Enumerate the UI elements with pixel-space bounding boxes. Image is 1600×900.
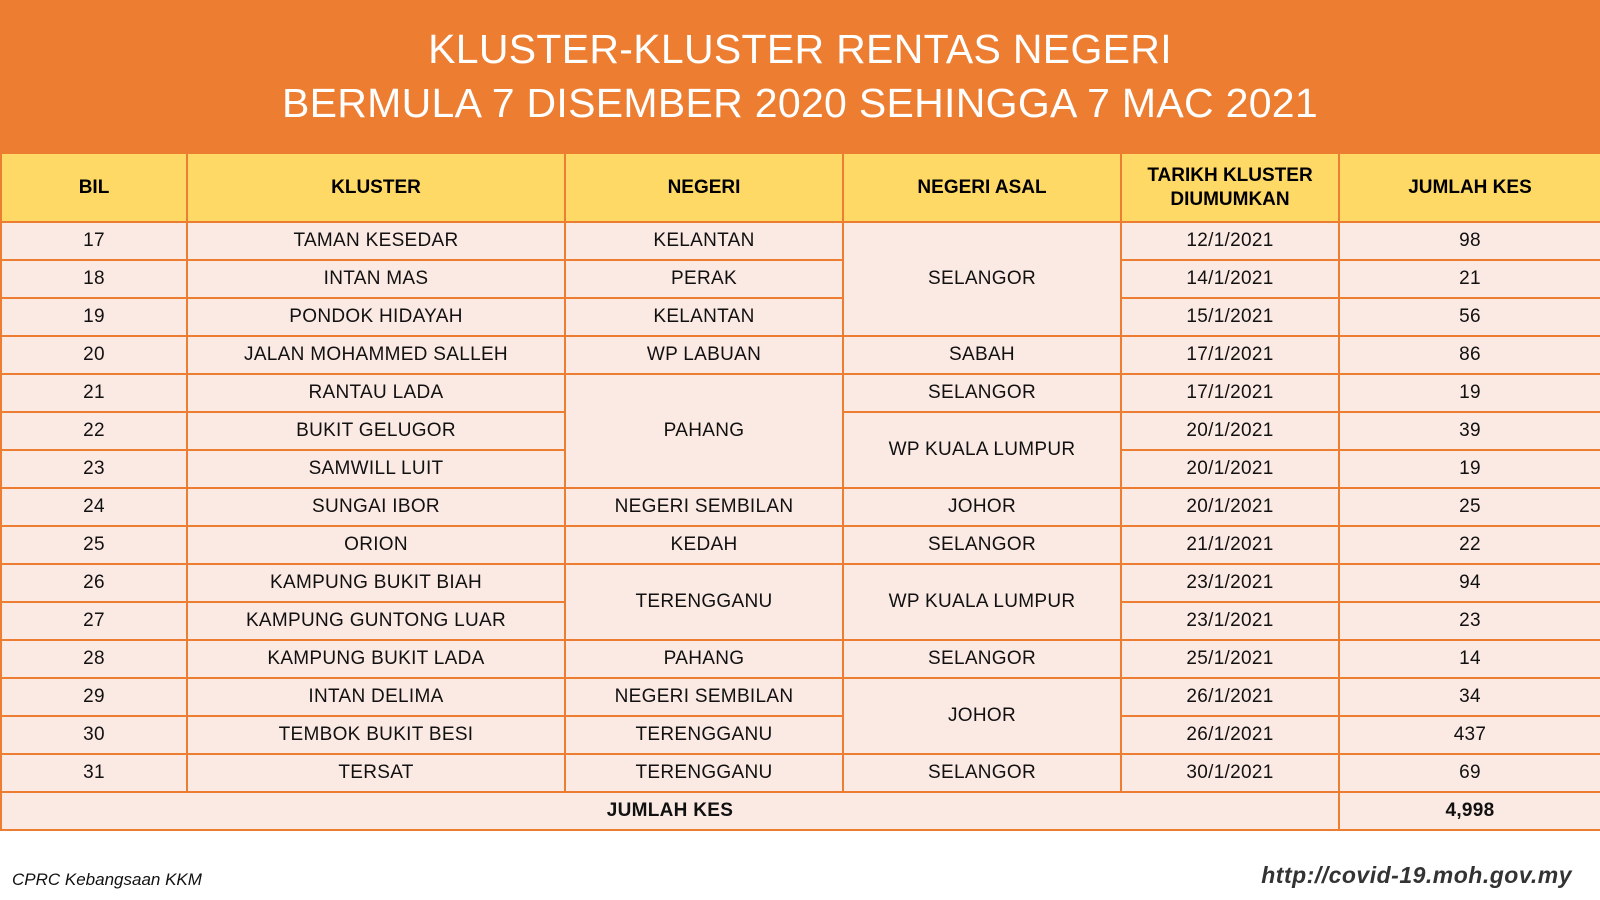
cell-jumlah: 22 (1339, 526, 1600, 564)
table-row (1, 298, 1600, 336)
cell-kluster: PONDOK HIDAYAH (187, 298, 565, 336)
cell-bil: 27 (1, 602, 187, 640)
cell-kluster: KAMPUNG BUKIT LADA (187, 640, 565, 678)
cell-jumlah: 94 (1339, 564, 1600, 602)
cell-bil: 30 (1, 716, 187, 754)
cell-tarikh: 23/1/2021 (1121, 602, 1339, 640)
table-row (1, 488, 1600, 526)
total-label: JUMLAH KES (1, 792, 1339, 830)
cell-negeri: PAHANG (565, 640, 843, 678)
table-row (1, 526, 1600, 564)
header-jumlah: JUMLAH KES (1339, 153, 1600, 222)
cell-kluster: INTAN DELIMA (187, 678, 565, 716)
cell-jumlah: 56 (1339, 298, 1600, 336)
cell-bil: 28 (1, 640, 187, 678)
cell-negeri-asal: JOHOR (843, 488, 1121, 526)
header-tarikh-line1: TARIKH KLUSTER (1147, 164, 1313, 186)
cell-jumlah: 21 (1339, 260, 1600, 298)
cell-negeri-asal: JOHOR (843, 678, 1121, 754)
cell-bil: 29 (1, 678, 187, 716)
cell-jumlah: 23 (1339, 602, 1600, 640)
cell-tarikh: 20/1/2021 (1121, 412, 1339, 450)
cell-bil: 31 (1, 754, 187, 792)
cell-jumlah: 69 (1339, 754, 1600, 792)
cell-kluster: TERSAT (187, 754, 565, 792)
table-row (1, 222, 1600, 260)
cell-tarikh: 21/1/2021 (1121, 526, 1339, 564)
cell-bil: 26 (1, 564, 187, 602)
cell-kluster: BUKIT GELUGOR (187, 412, 565, 450)
header-negeri: NEGERI (565, 153, 843, 222)
cell-jumlah: 98 (1339, 222, 1600, 260)
cell-tarikh: 20/1/2021 (1121, 488, 1339, 526)
cell-tarikh: 30/1/2021 (1121, 754, 1339, 792)
cell-negeri: PERAK (565, 260, 843, 298)
cell-kluster: RANTAU LADA (187, 374, 565, 412)
cell-tarikh: 17/1/2021 (1121, 374, 1339, 412)
cell-tarikh: 12/1/2021 (1121, 222, 1339, 260)
cell-negeri: KELANTAN (565, 222, 843, 260)
total-value: 4,998 (1339, 792, 1600, 830)
cell-negeri: WP LABUAN (565, 336, 843, 374)
cell-bil: 18 (1, 260, 187, 298)
cell-kluster: TAMAN KESEDAR (187, 222, 565, 260)
cell-jumlah: 25 (1339, 488, 1600, 526)
cell-negeri: KEDAH (565, 526, 843, 564)
cell-bil: 17 (1, 222, 187, 260)
cell-negeri-asal: SABAH (843, 336, 1121, 374)
cell-kluster: SAMWILL LUIT (187, 450, 565, 488)
table-row (1, 640, 1600, 678)
cell-bil: 19 (1, 298, 187, 336)
cell-tarikh: 23/1/2021 (1121, 564, 1339, 602)
cell-kluster: TEMBOK BUKIT BESI (187, 716, 565, 754)
cell-negeri-asal: SELANGOR (843, 374, 1121, 412)
source-url: http://covid-19.moh.gov.my (1261, 862, 1572, 888)
cell-bil: 24 (1, 488, 187, 526)
cell-jumlah: 14 (1339, 640, 1600, 678)
cell-bil: 23 (1, 450, 187, 488)
cell-negeri-asal: WP KUALA LUMPUR (843, 412, 1121, 488)
cell-kluster: SUNGAI IBOR (187, 488, 565, 526)
cell-jumlah: 86 (1339, 336, 1600, 374)
table-row (1, 374, 1600, 412)
cell-kluster: KAMPUNG BUKIT BIAH (187, 564, 565, 602)
cell-tarikh: 17/1/2021 (1121, 336, 1339, 374)
cell-jumlah: 39 (1339, 412, 1600, 450)
cell-tarikh: 15/1/2021 (1121, 298, 1339, 336)
table-row (1, 336, 1600, 374)
cell-bil: 22 (1, 412, 187, 450)
cluster-table (0, 152, 1600, 831)
cell-tarikh: 26/1/2021 (1121, 716, 1339, 754)
cell-kluster: INTAN MAS (187, 260, 565, 298)
cell-jumlah: 34 (1339, 678, 1600, 716)
table-row (1, 716, 1600, 754)
cell-tarikh: 25/1/2021 (1121, 640, 1339, 678)
cell-kluster: JALAN MOHAMMED SALLEH (187, 336, 565, 374)
cell-negeri-asal: SELANGOR (843, 526, 1121, 564)
header-kluster: KLUSTER (187, 153, 565, 222)
cell-negeri-asal: SELANGOR (843, 754, 1121, 792)
table-row (1, 564, 1600, 602)
table-row (1, 260, 1600, 298)
cell-negeri: TERENGGANU (565, 564, 843, 640)
cell-negeri-asal: SELANGOR (843, 640, 1121, 678)
total-row (1, 792, 1600, 830)
cell-negeri: KELANTAN (565, 298, 843, 336)
cell-jumlah: 19 (1339, 450, 1600, 488)
header-negeri-asal: NEGERI ASAL (843, 153, 1121, 222)
cell-negeri: NEGERI SEMBILAN (565, 488, 843, 526)
cell-kluster: ORION (187, 526, 565, 564)
cell-kluster: KAMPUNG GUNTONG LUAR (187, 602, 565, 640)
title-banner (0, 0, 1600, 152)
header-bil: BIL (1, 153, 187, 222)
cell-bil: 21 (1, 374, 187, 412)
cell-negeri-asal: SELANGOR (843, 222, 1121, 336)
table-row (1, 754, 1600, 792)
cell-bil: 20 (1, 336, 187, 374)
cluster-table-wrapper (0, 152, 1600, 831)
source-credit: CPRC Kebangsaan KKM (12, 870, 202, 889)
cell-jumlah: 437 (1339, 716, 1600, 754)
page-subtitle: BERMULA 7 DISEMBER 2020 SEHINGGA 7 MAC 2021 (281, 80, 1319, 126)
table-row (1, 678, 1600, 716)
header-tarikh-line2: DIUMUMKAN (1170, 188, 1290, 210)
cell-negeri: TERENGGANU (565, 754, 843, 792)
page-title: KLUSTER-KLUSTER RENTAS NEGERI (428, 26, 1172, 72)
cell-tarikh: 14/1/2021 (1121, 260, 1339, 298)
header-tarikh (1121, 153, 1339, 222)
cell-negeri-asal: WP KUALA LUMPUR (843, 564, 1121, 640)
cell-negeri: NEGERI SEMBILAN (565, 678, 843, 716)
cell-tarikh: 20/1/2021 (1121, 450, 1339, 488)
cell-negeri: TERENGGANU (565, 716, 843, 754)
cell-bil: 25 (1, 526, 187, 564)
cell-jumlah: 19 (1339, 374, 1600, 412)
cell-tarikh: 26/1/2021 (1121, 678, 1339, 716)
table-header-row (1, 153, 1600, 222)
cell-negeri: PAHANG (565, 374, 843, 488)
